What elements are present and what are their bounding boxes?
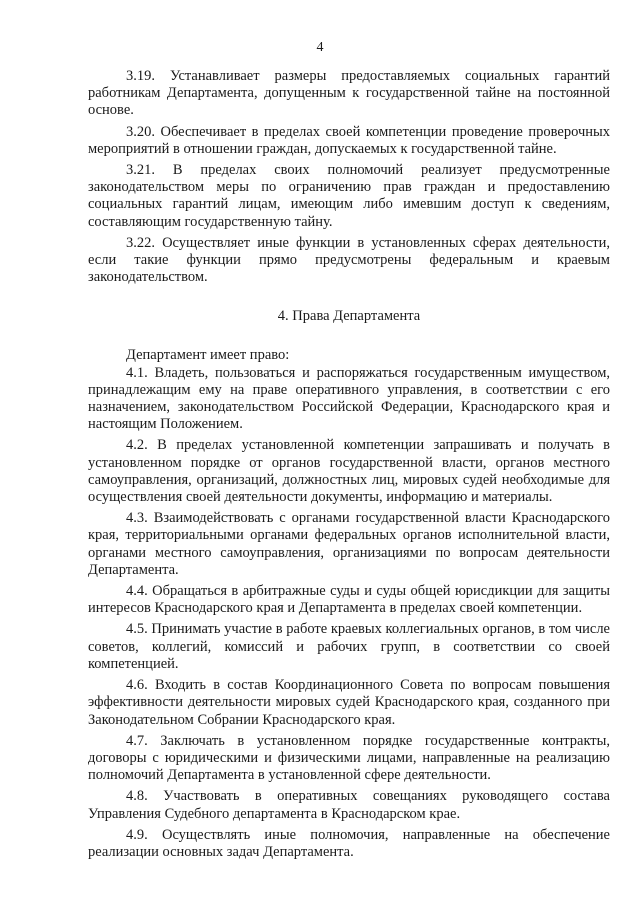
paragraph-4-4: 4.4. Обращаться в арбитражные суды и суды общей юрисдикции для защиты интересов Краснодарского края и Департамента в пределах своей компетенции. xyxy=(88,583,610,617)
paragraph-3-21: 3.21. В пределах своих полномочий реализует предусмотренные законодательством меры по ограничению прав граждан и предоставлению социальных гарантий лицам, имеющим либо имевшим доступ к сведениям, составляющим государственную тайну. xyxy=(88,162,610,230)
paragraph-3-20: 3.20. Обеспечивает в пределах своей компетенции проведение проверочных мероприятий в отношении граждан, допускаемых к государственной тайне. xyxy=(88,123,610,157)
paragraph-4-2: 4.2. В пределах установленной компетенции запрашивать и получать в установленном порядке от органов государственной власти, органов местного самоуправления, организаций, должностных лиц, мировых судей необходимые для осуществления своей деятельности документы, информацию и материалы. xyxy=(88,437,610,506)
paragraph-4-9: 4.9. Осуществлять иные полномочия, направленные на обеспечение реализации основных задач Департамента. xyxy=(88,826,610,860)
section-lead: Департамент имеет право: xyxy=(126,347,290,364)
document-body xyxy=(88,68,610,865)
paragraph-4-3: 4.3. Взаимодействовать с органами государственной власти Краснодарского края, территориальными органами федеральных органов исполнительной власти, органами местного самоуправления, организациями по вопросам деятельности Департамента. xyxy=(88,510,610,578)
paragraph-3-22: 3.22. Осуществляет иные функции в установленных сферах деятельности, если такие функции прямо предусмотрены федеральным и краевым законодательством. xyxy=(88,234,610,286)
page-number: 4 xyxy=(316,40,324,55)
paragraph-4-8: 4.8. Участвовать в оперативных совещаниях руководящего состава Управления Судебного департамента в Краснодарском крае. xyxy=(88,788,610,822)
section-heading: 4. Права Департамента xyxy=(277,308,421,325)
paragraph-4-7: 4.7. Заключать в установленном порядке государственные контракты, договоры с юридическими и физическими лицами, направленные на реализацию полномочий Департамента в установленной сфере деятельности. xyxy=(88,732,610,784)
paragraph-4-5: 4.5. Принимать участие в работе краевых коллегиальных органов, в том числе советов, коллегий, комиссий и рабочих групп, в соответствии со своей компетенцией. xyxy=(88,621,610,672)
paragraph-3-19: 3.19. Устанавливает размеры предоставляемых социальных гарантий работникам Департамента, допущенным к государственной тайне на постоянной основе. xyxy=(88,68,610,119)
paragraph-4-1: 4.1. Владеть, пользоваться и распоряжаться государственным имуществом, принадлежащим ему на праве оперативного управления, в соответствии с его назначением, законодательством Российской Федерации, Краснодарского края и настоящим Положением. xyxy=(88,364,610,433)
paragraph-4-6: 4.6. Входить в состав Координационного Совета по вопросам повышения эффективности деятельности мировых судей Краснодарского края, созданного при Законодательном Собрании Краснодарского края. xyxy=(88,677,610,728)
